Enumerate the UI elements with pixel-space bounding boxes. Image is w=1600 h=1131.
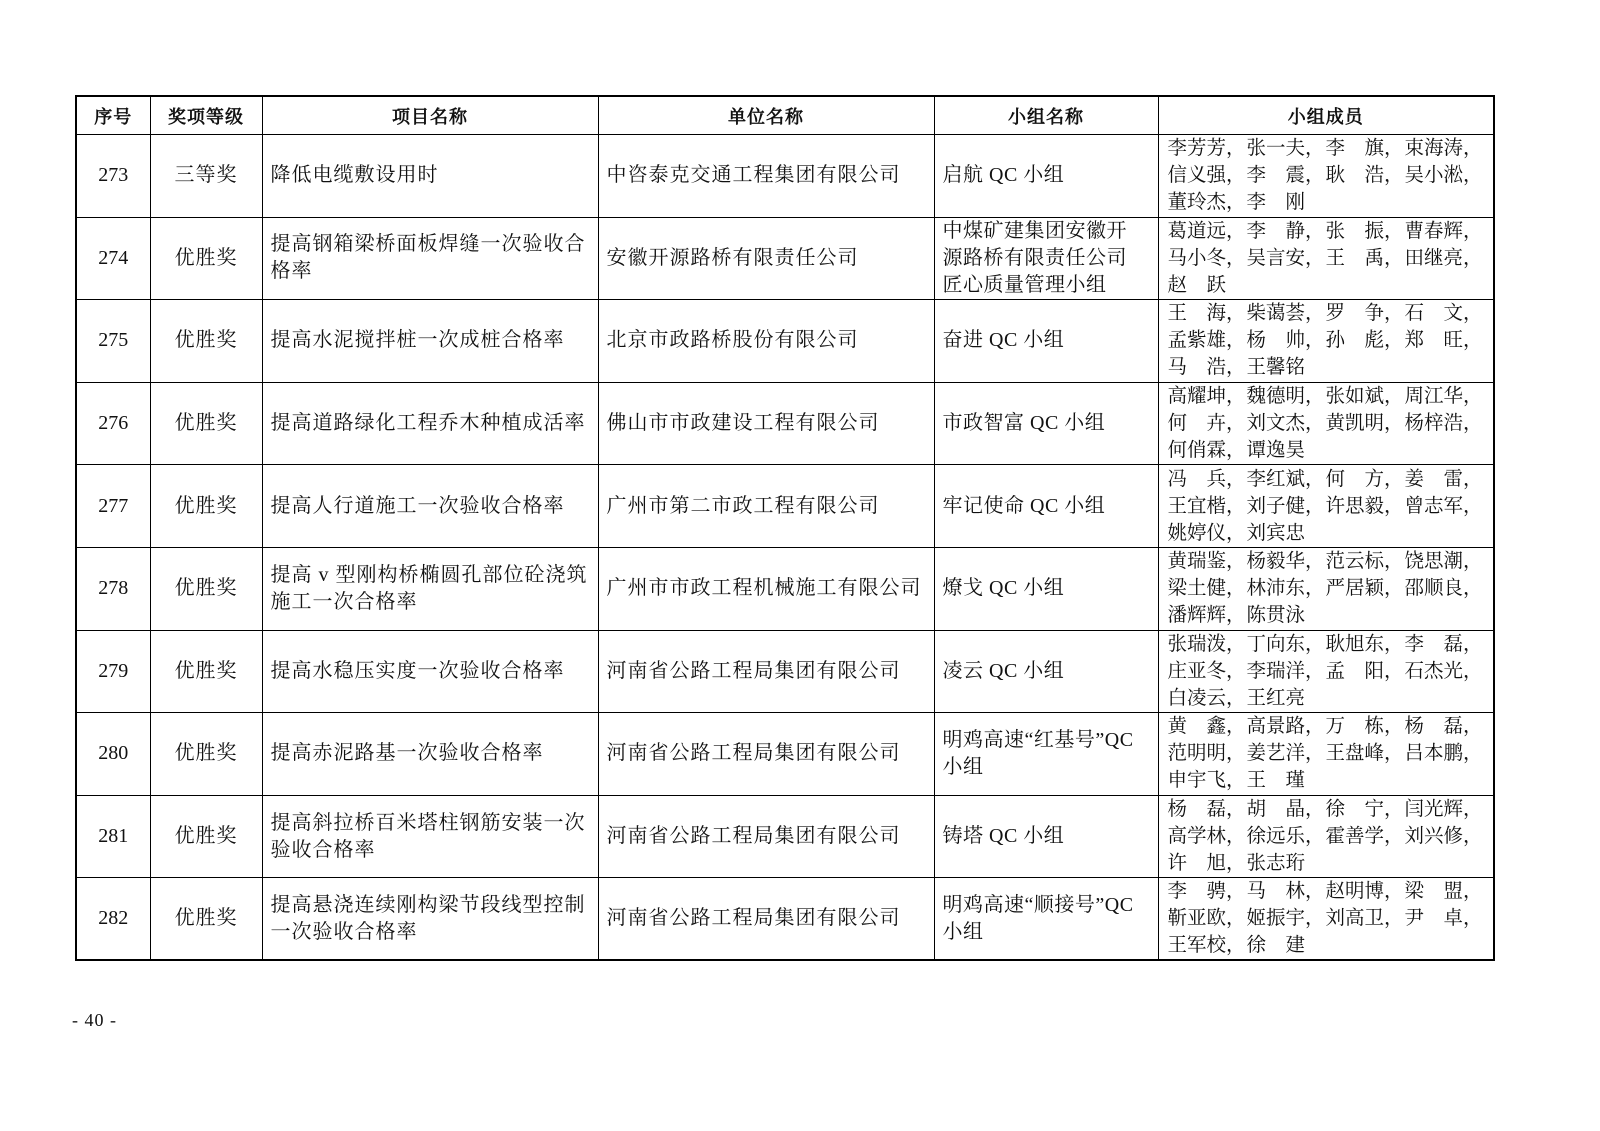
- member-name: 高景路，: [1246, 716, 1325, 738]
- table-row: [76, 878, 1494, 961]
- project-name: 提高悬浇连续刚构梁节段线型控制一次验收合格率: [262, 878, 598, 961]
- project-name: 提高钢箱梁桥面板焊缝一次验收合格率: [262, 217, 598, 300]
- member-name: 黄凯明，: [1325, 413, 1404, 435]
- member-name: 赵明博，: [1325, 881, 1404, 903]
- serial-number: 274: [76, 217, 150, 300]
- member-list: [1168, 383, 1494, 464]
- member-name: 罗 争，: [1325, 303, 1404, 325]
- serial-number: 281: [76, 795, 150, 878]
- award-level: 优胜奖: [150, 630, 262, 713]
- member-list: [1168, 796, 1494, 877]
- award-level: 优胜奖: [150, 547, 262, 630]
- member-name: 高耀坤，: [1167, 386, 1246, 408]
- header-award-level: 奖项等级: [150, 96, 262, 135]
- member-name: 刘宾忠: [1246, 522, 1306, 544]
- member-name: 石 文，: [1404, 303, 1483, 325]
- member-name: 李芳芳，: [1167, 138, 1246, 160]
- member-name: 白凌云，: [1167, 687, 1246, 709]
- member-name: 孙 彪，: [1325, 330, 1404, 352]
- member-name: 范明明，: [1167, 743, 1246, 765]
- member-name: 徐 建: [1246, 935, 1306, 957]
- award-level: 优胜奖: [150, 217, 262, 300]
- serial-number: 277: [76, 465, 150, 548]
- member-name: 姜 雷，: [1404, 468, 1483, 490]
- member-name: 杨梓浩，: [1404, 413, 1483, 435]
- member-name: 姜艺洋，: [1246, 743, 1325, 765]
- member-name: 王 海，: [1167, 303, 1246, 325]
- member-name: 徐 宁，: [1325, 799, 1404, 821]
- header-project-name: 项目名称: [262, 96, 598, 135]
- member-name: 李 骋，: [1167, 881, 1246, 903]
- member-name: 曾志军，: [1404, 495, 1483, 517]
- unit-name: 北京市政路桥股份有限公司: [598, 300, 934, 383]
- header-serial: 序号: [76, 96, 150, 135]
- table-header-row: [76, 96, 1494, 135]
- member-name: 李 刚: [1246, 192, 1306, 214]
- member-name: 潘辉辉，: [1167, 605, 1246, 627]
- member-name: 马小冬，: [1167, 247, 1246, 269]
- header-unit-name: 单位名称: [598, 96, 934, 135]
- member-name: 杨 帅，: [1246, 330, 1325, 352]
- member-name: 梁土健，: [1167, 578, 1246, 600]
- member-name: 吴言安，: [1246, 247, 1325, 269]
- member-name: 范云标，: [1325, 551, 1404, 573]
- member-name: 吕本鹏，: [1404, 743, 1483, 765]
- member-list: [1168, 466, 1494, 547]
- members-cell: [1158, 713, 1494, 796]
- member-name: 谭逸昊: [1246, 440, 1306, 462]
- member-name: 靳亚欧，: [1167, 908, 1246, 930]
- member-name: 刘兴修，: [1404, 826, 1483, 848]
- project-name: 提高赤泥路基一次验收合格率: [262, 713, 598, 796]
- unit-name: 河南省公路工程局集团有限公司: [598, 795, 934, 878]
- member-name: 孟 阳，: [1325, 660, 1404, 682]
- member-name: 葛道远，: [1167, 220, 1246, 242]
- members-cell: [1158, 465, 1494, 548]
- page-number: - 40 -: [72, 1010, 117, 1030]
- table-row: [76, 217, 1494, 300]
- members-cell: [1158, 547, 1494, 630]
- member-list: [1168, 878, 1494, 959]
- awards-table: [75, 95, 1495, 961]
- member-name: 耿 浩，: [1325, 165, 1404, 187]
- group-name: 凌云 QC 小组: [934, 630, 1158, 713]
- members-cell: [1158, 135, 1494, 218]
- table-row: [76, 795, 1494, 878]
- member-name: 许思毅，: [1325, 495, 1404, 517]
- award-level: 优胜奖: [150, 878, 262, 961]
- member-name: 梁 盟，: [1404, 881, 1483, 903]
- project-name: 提高 v 型刚构桥椭圆孔部位砼浇筑施工一次合格率: [262, 547, 598, 630]
- member-name: 张 振，: [1325, 220, 1404, 242]
- project-name: 提高人行道施工一次验收合格率: [262, 465, 598, 548]
- member-name: 李瑞洋，: [1246, 660, 1325, 682]
- member-name: 许 旭，: [1167, 853, 1246, 875]
- member-name: 王 瑾: [1246, 770, 1306, 792]
- member-name: 王红亮: [1246, 687, 1306, 709]
- member-name: 何 方，: [1325, 468, 1404, 490]
- group-name: 启航 QC 小组: [934, 135, 1158, 218]
- member-name: 严居颖，: [1325, 578, 1404, 600]
- member-name: 李 静，: [1246, 220, 1325, 242]
- member-name: 郑 旺，: [1404, 330, 1483, 352]
- unit-name: 安徽开源路桥有限责任公司: [598, 217, 934, 300]
- serial-number: 282: [76, 878, 150, 961]
- serial-number: 279: [76, 630, 150, 713]
- member-name: 何俏霖，: [1167, 440, 1246, 462]
- header-group-name: 小组名称: [934, 96, 1158, 135]
- members-cell: [1158, 878, 1494, 961]
- member-name: 李 震，: [1246, 165, 1325, 187]
- award-level: 优胜奖: [150, 465, 262, 548]
- members-cell: [1158, 217, 1494, 300]
- member-name: 孟紫雄，: [1167, 330, 1246, 352]
- member-name: 申宇飞，: [1167, 770, 1246, 792]
- member-name: 邵顺良，: [1404, 578, 1483, 600]
- members-cell: [1158, 630, 1494, 713]
- member-name: 王军校，: [1167, 935, 1246, 957]
- member-name: 石杰光，: [1404, 660, 1483, 682]
- table-row: [76, 547, 1494, 630]
- award-level: 优胜奖: [150, 795, 262, 878]
- member-name: 杨 磊，: [1167, 799, 1246, 821]
- member-name: 张一夫，: [1246, 138, 1325, 160]
- member-name: 信义强，: [1167, 165, 1246, 187]
- member-name: 曹春辉，: [1404, 220, 1483, 242]
- member-name: 霍善学，: [1325, 826, 1404, 848]
- members-cell: [1158, 300, 1494, 383]
- members-cell: [1158, 795, 1494, 878]
- group-name: 中煤矿建集团安徽开源路桥有限责任公司匠心质量管理小组: [934, 217, 1158, 300]
- group-name: 奋进 QC 小组: [934, 300, 1158, 383]
- table-row: [76, 630, 1494, 713]
- member-name: 徐远乐，: [1246, 826, 1325, 848]
- member-name: 张志珩: [1246, 853, 1306, 875]
- member-name: 马 浩，: [1167, 357, 1246, 379]
- member-name: 王 禹，: [1325, 247, 1404, 269]
- member-name: 闫光辉，: [1404, 799, 1483, 821]
- member-name: 姚婷仪，: [1167, 522, 1246, 544]
- serial-number: 273: [76, 135, 150, 218]
- member-name: 王盘峰，: [1325, 743, 1404, 765]
- table-row: [76, 713, 1494, 796]
- serial-number: 280: [76, 713, 150, 796]
- member-name: 杨 磊，: [1404, 716, 1483, 738]
- member-list: [1168, 713, 1494, 794]
- member-name: 庄亚冬，: [1167, 660, 1246, 682]
- group-name: 燎戈 QC 小组: [934, 547, 1158, 630]
- member-name: 冯 兵，: [1167, 468, 1246, 490]
- award-level: 优胜奖: [150, 300, 262, 383]
- member-name: 万 栋，: [1325, 716, 1404, 738]
- unit-name: 河南省公路工程局集团有限公司: [598, 878, 934, 961]
- project-name: 提高道路绿化工程乔木种植成活率: [262, 382, 598, 465]
- member-name: 黄瑞鉴，: [1167, 551, 1246, 573]
- member-name: 张如斌，: [1325, 386, 1404, 408]
- member-name: 杨毅华，: [1246, 551, 1325, 573]
- unit-name: 佛山市市政建设工程有限公司: [598, 382, 934, 465]
- member-name: 董玲杰，: [1167, 192, 1246, 214]
- member-name: 饶思潮，: [1404, 551, 1483, 573]
- member-name: 魏德明，: [1246, 386, 1325, 408]
- serial-number: 275: [76, 300, 150, 383]
- project-name: 降低电缆敷设用时: [262, 135, 598, 218]
- serial-number: 276: [76, 382, 150, 465]
- member-name: 耿旭东，: [1325, 633, 1404, 655]
- unit-name: 河南省公路工程局集团有限公司: [598, 713, 934, 796]
- member-list: [1168, 218, 1494, 299]
- member-name: 尹 卓，: [1404, 908, 1483, 930]
- member-name: 王宜楷，: [1167, 495, 1246, 517]
- header-group-members: 小组成员: [1158, 96, 1494, 135]
- member-list: [1168, 300, 1494, 381]
- group-name: 明鸡高速“顺接号”QC 小组: [934, 878, 1158, 961]
- table-row: [76, 135, 1494, 218]
- group-name: 牢记使命 QC 小组: [934, 465, 1158, 548]
- member-name: 柴蔼荟，: [1246, 303, 1325, 325]
- serial-number: 278: [76, 547, 150, 630]
- member-name: 刘高卫，: [1325, 908, 1404, 930]
- award-level: 优胜奖: [150, 382, 262, 465]
- member-name: 刘子健，: [1246, 495, 1325, 517]
- member-name: 马 林，: [1246, 881, 1325, 903]
- member-name: 丁向东，: [1246, 633, 1325, 655]
- member-name: 田继亮，: [1404, 247, 1483, 269]
- table-row: [76, 300, 1494, 383]
- member-name: 赵 跃: [1167, 274, 1227, 296]
- member-name: 何 卉，: [1167, 413, 1246, 435]
- member-name: 刘文杰，: [1246, 413, 1325, 435]
- table-row: [76, 465, 1494, 548]
- member-name: 张瑞泼，: [1167, 633, 1246, 655]
- member-name: 姬振宇，: [1246, 908, 1325, 930]
- project-name: 提高水泥搅拌桩一次成桩合格率: [262, 300, 598, 383]
- member-name: 林沛东，: [1246, 578, 1325, 600]
- member-name: 束海涛，: [1404, 138, 1483, 160]
- member-list: [1168, 631, 1494, 712]
- award-level: 优胜奖: [150, 713, 262, 796]
- member-list: [1168, 135, 1494, 216]
- unit-name: 河南省公路工程局集团有限公司: [598, 630, 934, 713]
- unit-name: 广州市市政工程机械施工有限公司: [598, 547, 934, 630]
- project-name: 提高水稳压实度一次验收合格率: [262, 630, 598, 713]
- member-name: 周江华，: [1404, 386, 1483, 408]
- member-name: 高学林，: [1167, 826, 1246, 848]
- table-row: [76, 382, 1494, 465]
- member-name: 李红斌，: [1246, 468, 1325, 490]
- member-name: 王馨铭: [1246, 357, 1306, 379]
- unit-name: 广州市第二市政工程有限公司: [598, 465, 934, 548]
- member-name: 黄 鑫，: [1167, 716, 1246, 738]
- member-name: 李 磊，: [1404, 633, 1483, 655]
- award-level: 三等奖: [150, 135, 262, 218]
- members-cell: [1158, 382, 1494, 465]
- group-name: 市政智富 QC 小组: [934, 382, 1158, 465]
- unit-name: 中咨泰克交通工程集团有限公司: [598, 135, 934, 218]
- member-name: 李 旗，: [1325, 138, 1404, 160]
- member-name: 胡 晶，: [1246, 799, 1325, 821]
- member-name: 陈贯泳: [1246, 605, 1306, 627]
- group-name: 铸塔 QC 小组: [934, 795, 1158, 878]
- member-list: [1168, 548, 1494, 629]
- group-name: 明鸡高速“红基号”QC 小组: [934, 713, 1158, 796]
- project-name: 提高斜拉桥百米塔柱钢筋安装一次验收合格率: [262, 795, 598, 878]
- member-name: 吴小淞，: [1404, 165, 1483, 187]
